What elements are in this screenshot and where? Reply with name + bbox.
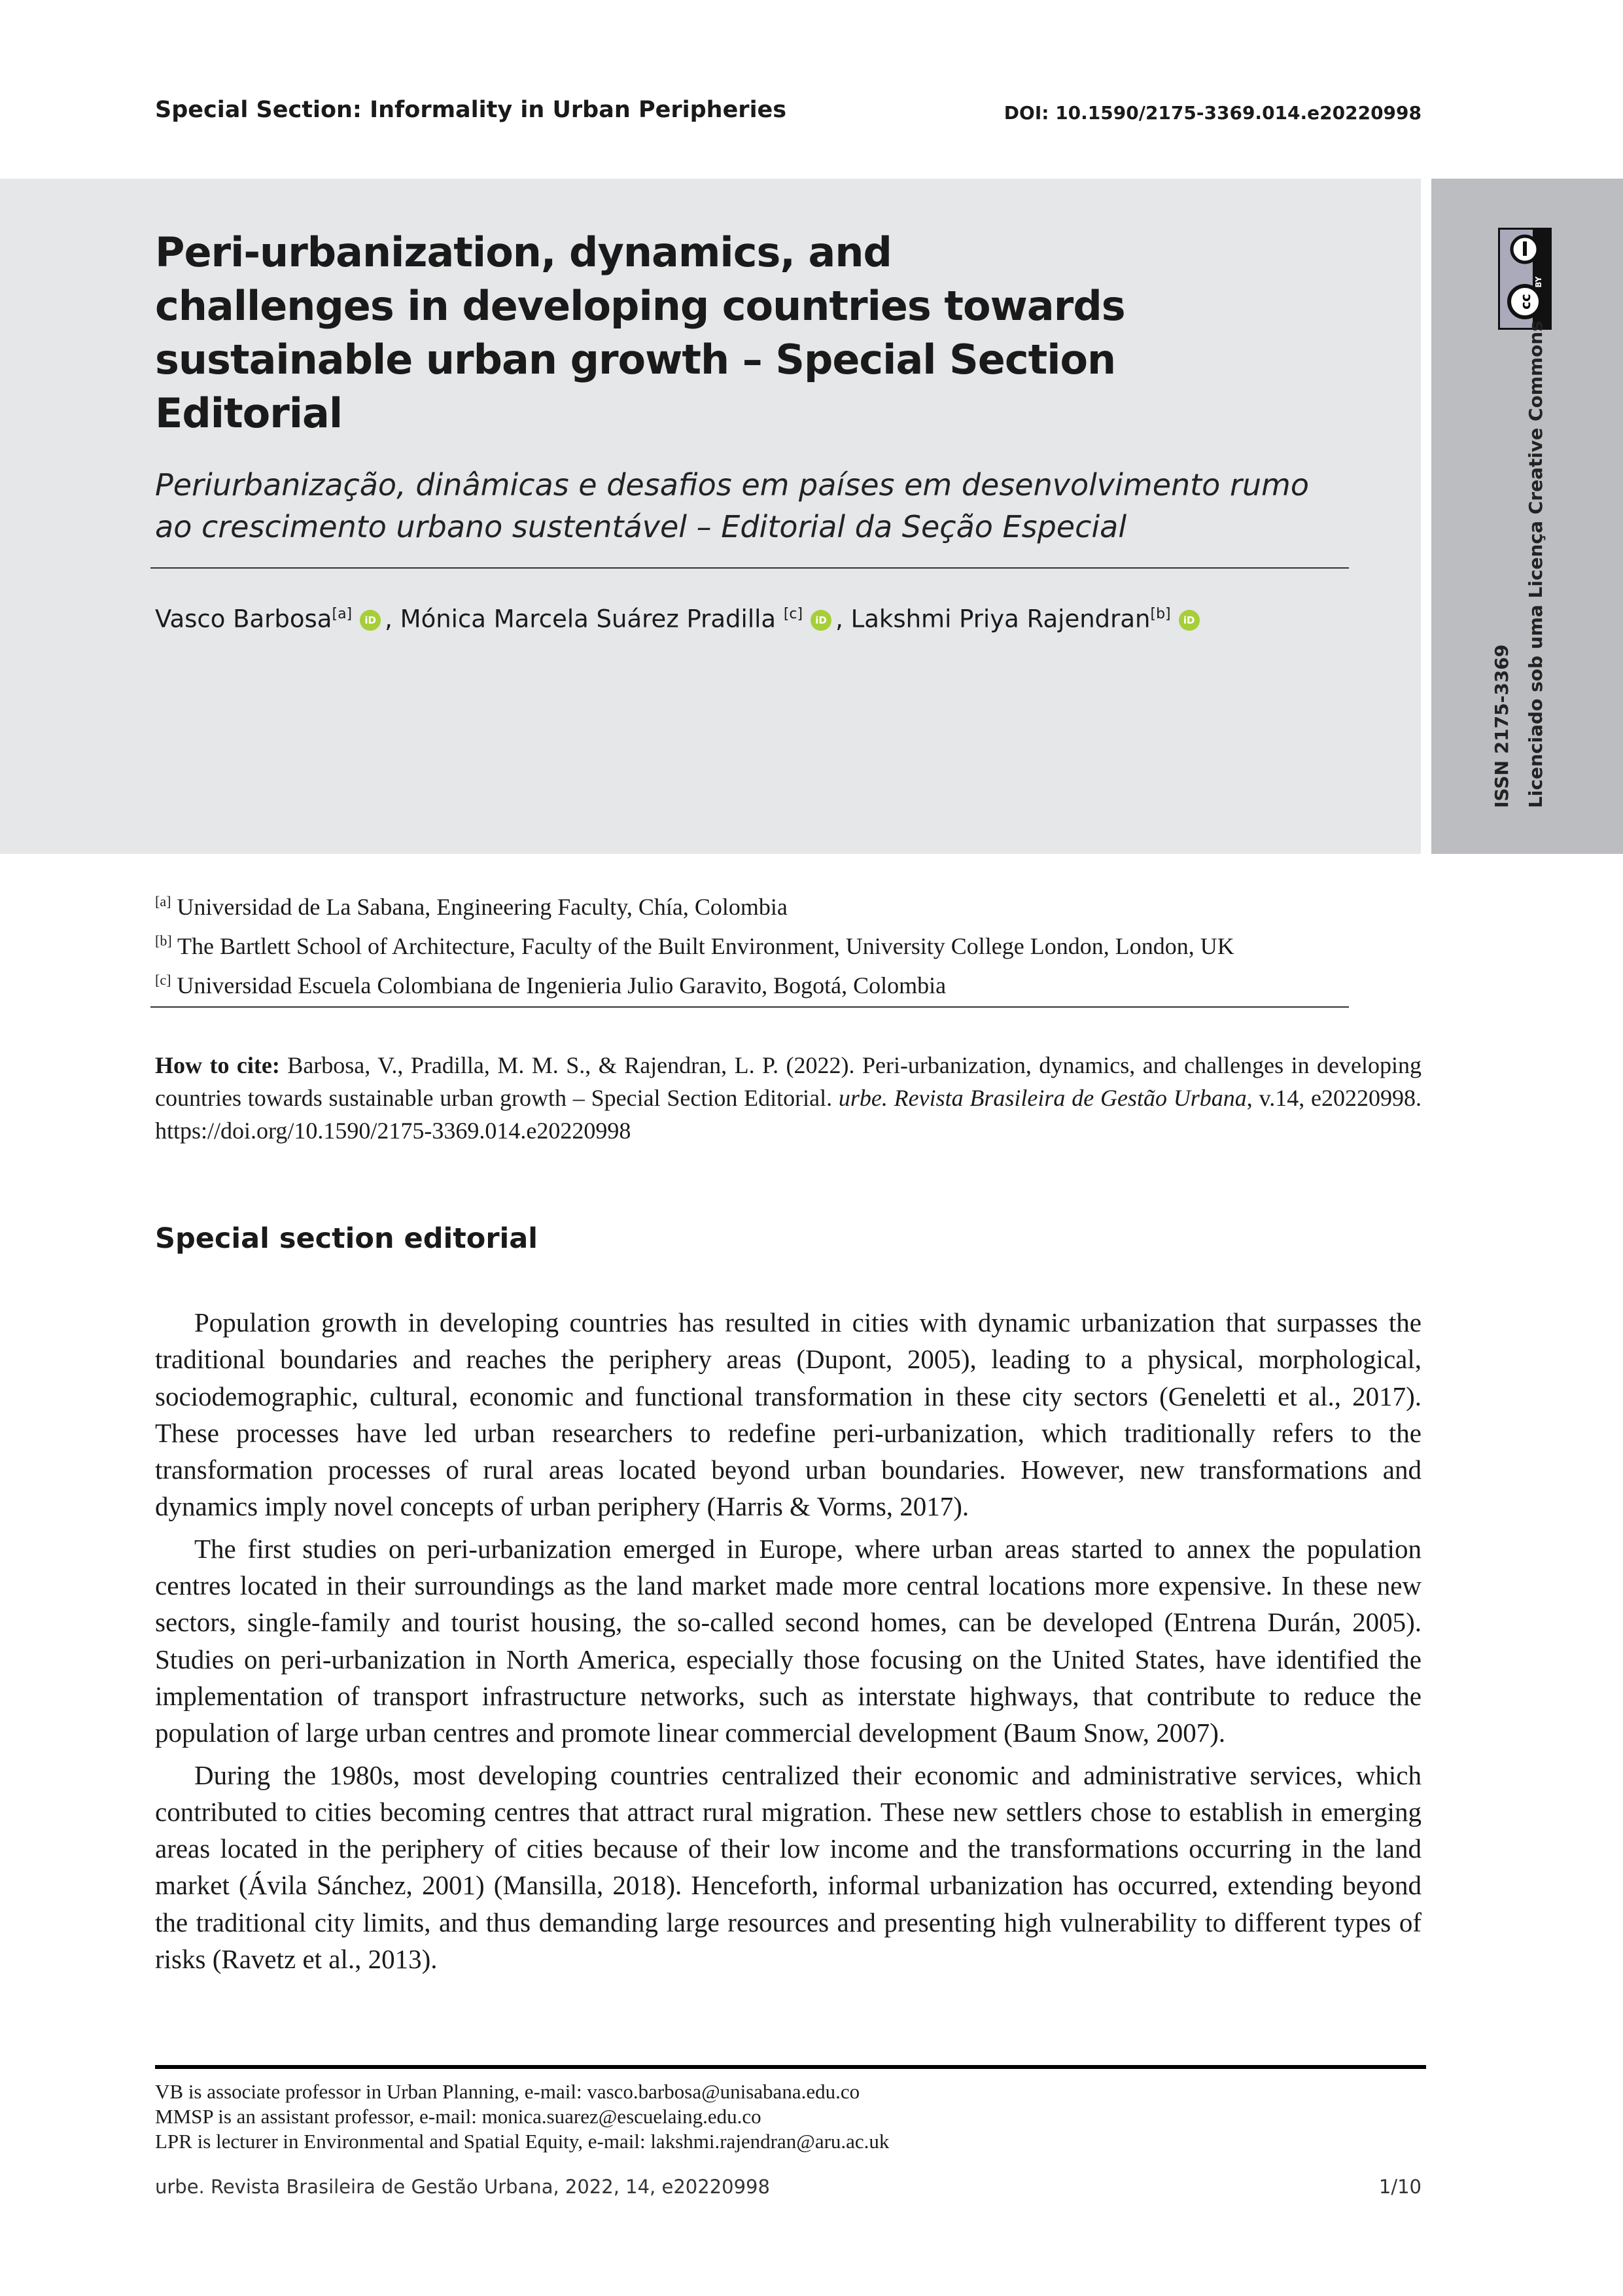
license-text (1485, 154, 1553, 808)
article-header (155, 226, 1353, 636)
cite-label: How to cite: (155, 1052, 280, 1078)
cite-text: Barbosa, V., Pradilla, M. M. S., & Rajendran, L. P. (2022). Peri-urbanization, dynamics, and challenges in developing countries towards sustainable urban growth – Special Section Editorial. (155, 1052, 1422, 1111)
license-statement: Licenciado sob uma Licença Creative Commons (1525, 321, 1546, 808)
affiliation-mark: [a] (155, 893, 171, 910)
svg-text:cc: cc (1518, 294, 1533, 309)
author-list (155, 597, 1353, 636)
affiliations (155, 885, 1349, 1008)
author-name: Vasco Barbosa (155, 605, 332, 633)
footer-journal: urbe. Revista Brasileira de Gestão Urbana, 2022, 14, e20220998 (155, 2176, 770, 2198)
author-name: , Lakshmi Priya Rajendran (835, 605, 1151, 633)
footnote: VB is associate professor in Urban Planning, e-mail: vasco.barbosa@unisabana.edu.co (155, 2080, 860, 2103)
page-number: 1/10 (1378, 2176, 1422, 2198)
affiliation-mark: [b] (155, 932, 172, 949)
orcid-icon[interactable]: iD (1179, 610, 1200, 631)
footnote: LPR is lecturer in Environmental and Spatial Equity, e-mail: lakshmi.rajendran@aru.ac.uk (155, 2130, 890, 2153)
author-name: , Mónica Marcela Suárez Pradilla (385, 605, 784, 633)
affiliation-mark: [c] (783, 606, 803, 622)
orcid-icon[interactable]: iD (360, 610, 381, 631)
affiliation-mark: [a] (332, 606, 353, 622)
section-heading: Special section editorial (155, 1222, 538, 1255)
orcid-icon[interactable]: iD (811, 610, 831, 631)
footnote-rule (155, 2065, 1426, 2069)
divider (150, 567, 1349, 569)
affiliation-mark: [b] (1150, 606, 1171, 622)
affiliation-text: The Bartlett School of Architecture, Faculty of the Built Environment, University College London, London, UK (171, 933, 1234, 959)
cite-doi[interactable]: , v.14, e20220998. https://doi.org/10.1590/2175-3369.014.e20220998 (155, 1085, 1422, 1144)
svg-text:BY: BY (1534, 276, 1543, 288)
how-to-cite (155, 1049, 1422, 1147)
issn: ISSN 2175-3369 (1491, 644, 1512, 808)
affiliation-text: Universidad Escuela Colombiana de Ingenieria Julio Garavito, Bogotá, Colombia (171, 972, 947, 998)
affiliation (155, 924, 1349, 963)
affiliation (155, 885, 1349, 924)
affiliation-text: Universidad de La Sabana, Engineering Faculty, Chía, Colombia (171, 894, 788, 920)
affiliation-mark: [c] (155, 972, 171, 988)
paragraph: Population growth in developing countries has resulted in cities with dynamic urbanization that surpasses the traditional boundaries and reaches the periphery areas (Dupont, 2005), leading to a physical, morphological, sociodemographic, cultural, economic and functional transformation in these city sectors (Geneletti et al., 2017). These processes have led urban researchers to redefine peri-urbanization, which traditionally refers to the transformation processes of rural areas located beyond urban boundaries. However, new transformations and dynamics imply novel concepts of urban periphery (Harris & Vorms, 2017). (155, 1307, 1422, 1522)
article-subtitle: Periurbanização, dinâmicas e desafios em países em desenvolvimento rumo ao crescimento urbano sustentável – Editorial da Seção Especial (155, 467, 1309, 544)
divider (150, 1006, 1349, 1008)
paragraph: During the 1980s, most developing countries centralized their economic and administrative services, which contributed to cities becoming centres that attract rural migration. These new settlers chose to establish in emerging areas located in the periphery of cities because of their low income and the transformations occurring in the land market (Ávila Sánchez, 2001) (Mansilla, 2018). Henceforth, informal urbanization has occurred, extending beyond the traditional city limits, and thus demanding large resources and presenting high vulnerability to different types of risks (Ravetz et al., 2013). (155, 1759, 1422, 1975)
affiliation (155, 963, 1349, 1002)
footnotes (155, 2079, 889, 2154)
body-text (155, 1304, 1422, 1983)
doi: DOI: 10.1590/2175-3369.014.e20220998 (1003, 102, 1422, 124)
article-title: Peri-urbanization, dynamics, and challenges in developing countries towards sustainable urban growth – Special Section Editorial (155, 228, 1125, 437)
paragraph: The first studies on peri-urbanization emerged in Europe, where urban areas started to annex the population centres located in their surroundings as the land market made more central locations more expensive. In these new sectors, single-family and tourist housing, the so-called second homes, can be developed (Entrena Durán, 2005). Studies on peri-urbanization in North America, especially those focusing on the United States, have identified the implementation of transport infrastructure networks, such as interstate highways, that contribute to reduce the population of large urban centres and promote linear commercial development (Baum Snow, 2007). (155, 1533, 1422, 1748)
running-header-section: Special Section: Informality in Urban Peripheries (155, 97, 787, 123)
cite-journal: urbe. Revista Brasileira de Gestão Urbana (838, 1085, 1247, 1111)
footnote: MMSP is an assistant professor, e-mail: monica.suarez@escuelaing.edu.co (155, 2105, 761, 2128)
